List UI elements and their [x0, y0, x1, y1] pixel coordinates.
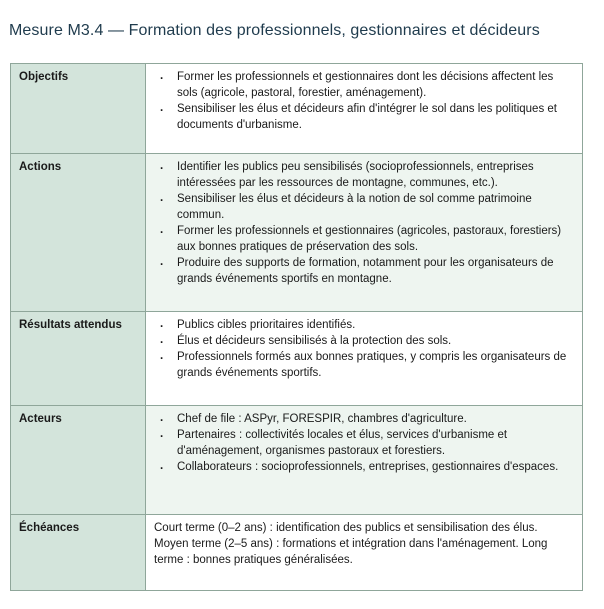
- bullet-item: . Produire des supports de formation, notamment pour les organisateurs de grands événements sportifs en montagne.: [154, 255, 574, 287]
- echeances-text: Court terme (0–2 ans) : identification des publics et sensibilisation des élus. Moyen terme (2–5 ans) : formations et intégration dans l'aménagement. Long terme : bonnes pratiques généralisées.: [154, 522, 548, 566]
- row-objectifs: [11, 64, 583, 154]
- row-label: Objectifs: [11, 64, 146, 154]
- bullet-item: . Collaborateurs : socioprofessionnels, entreprises, gestionnaires d'espaces.: [154, 459, 574, 475]
- row-content: [146, 154, 583, 312]
- bullet-item: . Sensibiliser les élus et décideurs afin d'intégrer le sol dans les politiques et documents d'urbanisme.: [154, 101, 574, 133]
- bullet-item: . Publics cibles prioritaires identifiés.: [154, 317, 574, 333]
- row-actions: [11, 154, 583, 312]
- row-resultats: [11, 312, 583, 406]
- row-content: [146, 312, 583, 406]
- bullet-item: . Former les professionnels et gestionnaires dont les décisions affectent les sols (agricole, pastoral, forestier, aménagement).: [154, 69, 574, 101]
- bullet-item: . Chef de file : ASPyr, FORESPIR, chambres d'agriculture.: [154, 411, 574, 427]
- row-label: Résultats attendus: [11, 312, 146, 406]
- bullet-item: . Identifier les publics peu sensibilisés (socioprofessionnels, entreprises intéressées par les ressources de montagne, communes, etc.).: [154, 159, 574, 191]
- row-content: [146, 406, 583, 515]
- row-label: Acteurs: [11, 406, 146, 515]
- row-echeances: [11, 515, 583, 591]
- measure-table: [10, 63, 583, 591]
- row-content: [146, 515, 583, 591]
- bullet-item: . Élus et décideurs sensibilisés à la protection des sols.: [154, 333, 574, 349]
- page-title: Mesure M3.4 — Formation des professionnels, gestionnaires et décideurs: [9, 22, 540, 39]
- bullet-item: . Sensibiliser les élus et décideurs à la notion de sol comme patrimoine commun.: [154, 191, 574, 223]
- bullet-item: . Former les professionnels et gestionnaires (agricoles, pastoraux, forestiers) aux bonnes pratiques de préservation des sols.: [154, 223, 574, 255]
- row-content: [146, 64, 583, 154]
- row-label: Échéances: [11, 515, 146, 591]
- bullet-item: . Professionnels formés aux bonnes pratiques, y compris les organisateurs de grands événements sportifs.: [154, 349, 574, 381]
- row-acteurs: [11, 406, 583, 515]
- row-label: Actions: [11, 154, 146, 312]
- bullet-item: . Partenaires : collectivités locales et élus, services d'urbanisme et d'aménagement, organismes pastoraux et forestiers.: [154, 427, 574, 459]
